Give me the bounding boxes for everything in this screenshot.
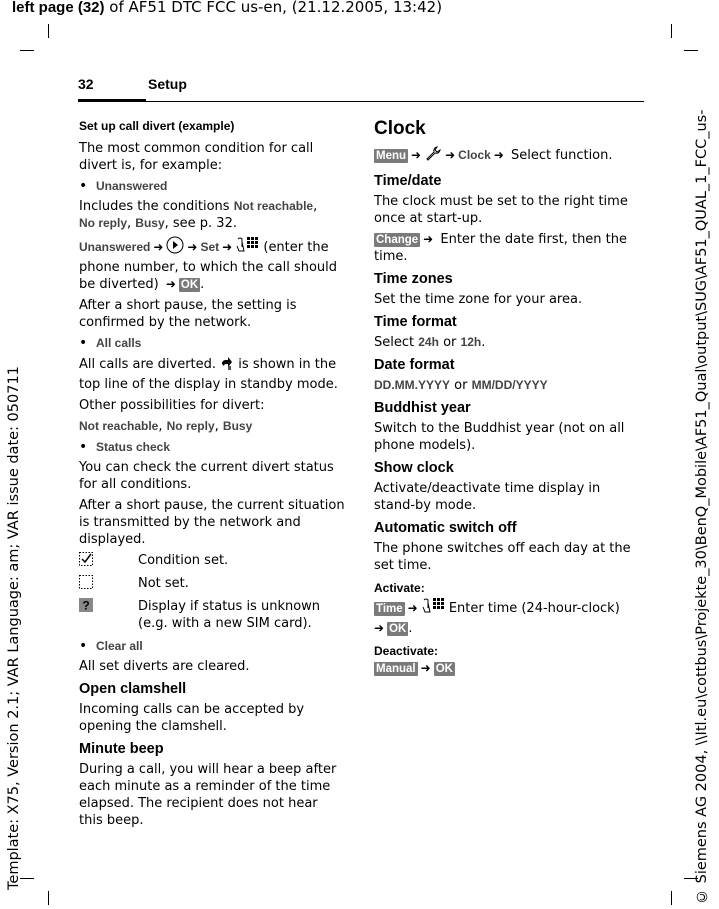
heading-date-format: Date format [374, 357, 455, 373]
step-unanswered: Unanswered ➜ ➜ Set ➜ (enter the phone number, to which the call should be diverted) ➜ OK . [79, 236, 345, 293]
option-unanswered: Unanswered [96, 179, 168, 193]
paragraph-all-calls [79, 355, 345, 393]
paragraph: The phone switches off each day at the set time. [374, 541, 631, 573]
paragraph: Set the time zone for your area. [374, 292, 583, 307]
arrow-icon: ➜ [420, 661, 431, 675]
step-activate: Time ➜ Enter time (24-hour-clock) ➜ OK . [374, 597, 642, 637]
option-busy: Busy [222, 419, 253, 433]
page-number: 32 [78, 76, 94, 92]
crop-mark [20, 878, 34, 879]
ok-key: OK [435, 663, 453, 675]
option-set: Set [200, 240, 220, 254]
arrow-icon: ➜ [187, 240, 198, 254]
bullet-clear-all [79, 638, 345, 655]
print-header-page: left page (32) [12, 0, 105, 16]
settings-icon [424, 146, 442, 167]
text: Enter the date first, then the time. [374, 232, 628, 264]
time-key: Time [376, 603, 403, 615]
page-title: Setup [148, 76, 187, 92]
arrow-icon: ➜ [493, 148, 504, 162]
arrow-icon: ➜ [445, 148, 456, 162]
label-activate: Activate: [374, 581, 425, 595]
status-legend [79, 552, 345, 632]
option-all-calls: All calls [96, 336, 142, 350]
other-options: Not reachable, No reply, Busy [79, 419, 253, 434]
option-no-reply: No reply [166, 419, 215, 433]
heading-time-date: Time/date [374, 173, 442, 189]
paragraph: Switch to the Buddhist year (not on all phone models). [374, 421, 625, 453]
crop-mark [20, 50, 34, 51]
heading-auto-switch-off: Automatic switch off [374, 520, 517, 536]
arrow-icon: ➜ [222, 240, 233, 254]
status-text: Display if status is unknown (e.g. with a new SIM card). [138, 599, 321, 631]
keypad-icon [235, 236, 259, 259]
arrow-icon: ➜ [153, 240, 164, 254]
paragraph: After a short pause, the setting is confirmed by the network. [79, 298, 297, 330]
print-header [12, 0, 442, 16]
text: Enter time (24-hour-clock) [444, 601, 620, 616]
arrow-icon: ➜ [423, 232, 434, 246]
print-header-info: of AF51 DTC FCC us-en, (21.12.2005, 13:42) [104, 0, 443, 16]
option-not-reachable: Not reachable [79, 419, 159, 433]
heading-clock: Clock [374, 118, 426, 139]
paragraph: Other possibilities for divert: [79, 398, 265, 413]
heading-time-format: Time format [374, 314, 457, 330]
paragraph: All set diverts are cleared. [79, 659, 250, 674]
text: or [450, 378, 472, 393]
crop-mark [48, 24, 49, 38]
paragraph: During a call, you will hear a beep after each minute as a reminder of the time elapsed. The recipient does not hear this beep. [79, 762, 337, 828]
heading-open-clamshell: Open clamshell [79, 681, 187, 697]
question-mark-icon [79, 598, 138, 632]
keypad-icon [421, 597, 445, 620]
heading-time-zones: Time zones [374, 271, 453, 287]
divert-icon [220, 355, 234, 376]
nav-right-icon [166, 236, 184, 259]
checkbox-empty-icon [79, 575, 138, 594]
status-row [79, 575, 345, 594]
option-24h: 24h [418, 335, 439, 349]
paragraph-date-format [374, 377, 642, 394]
change-key: Change [376, 234, 419, 246]
ok-key: OK [180, 279, 199, 291]
right-column [374, 118, 642, 681]
text: or [438, 335, 461, 350]
arrow-icon: ➜ [374, 621, 385, 635]
paragraph: The clock must be set to the right time once at start-up. [374, 194, 628, 226]
header-rule-accent [78, 99, 146, 102]
svg-text:?: ? [82, 598, 90, 612]
status-row [79, 598, 345, 632]
template-info: Template: X75, Version 2.1; VAR Language: am; VAR issue date: 050711 [6, 366, 22, 890]
paragraph: Activate/deactivate time display in stand-by mode. [374, 481, 601, 513]
option-busy: Busy [135, 216, 165, 230]
option-clear-all: Clear all [96, 639, 143, 653]
bullet-unanswered [79, 178, 345, 195]
step-deactivate [374, 660, 642, 677]
text: All calls are diverted. [79, 357, 221, 372]
checkbox-checked-icon [79, 552, 138, 571]
manual-key: Manual [376, 663, 416, 675]
option-12h: 12h [460, 335, 482, 349]
status-text: Condition set. [138, 553, 229, 568]
header-rule [78, 101, 644, 102]
paragraph: After a short pause, the current situation is transmitted by the network and displayed. [79, 498, 345, 547]
arrow-icon: ➜ [411, 148, 422, 162]
menu-key: Menu [376, 150, 407, 162]
crop-mark [671, 24, 672, 38]
heading-minute-beep: Minute beep [79, 741, 164, 757]
option-status-check: Status check [96, 440, 171, 454]
bullet-status-check [79, 439, 345, 456]
label-deactivate: Deactivate: [374, 644, 439, 658]
option-mdy: MM/DD/YYYY [471, 378, 548, 392]
paragraph-includes: Includes the conditions Not reachable, No reply, Busy, see p. 32. [79, 199, 318, 231]
paragraph: You can check the current divert status for all conditions. [79, 460, 334, 492]
copyright-info: © Siemens AG 2004, \\Itl.eu\cottbus\Projekte_30\BenQ_Mobile\AF51_Qual\output\SUG\AF51_QUAL_1_FCC_us- [694, 109, 710, 904]
crop-mark [684, 50, 698, 51]
heading-call-divert: Set up call divert (example) [79, 119, 235, 133]
ok-key: OK [389, 623, 407, 635]
text: Includes the conditions [79, 199, 234, 214]
text: Select function. [506, 148, 613, 163]
option-not-reachable: Not reachable [233, 199, 314, 213]
left-column [79, 118, 345, 833]
text: (enter the phone number, to which the call should be diverted) [79, 240, 338, 292]
bullet-all-calls [79, 335, 345, 352]
nav-path [374, 146, 642, 167]
option-dmy: DD.MM.YYYY [374, 378, 451, 392]
text: Select [374, 335, 419, 350]
arrow-icon: ➜ [407, 601, 418, 615]
status-row [79, 552, 345, 571]
heading-show-clock: Show clock [374, 460, 454, 476]
text: , see p. 32. [164, 216, 237, 231]
text: is shown in the top line of the display in standby mode. [79, 357, 338, 392]
arrow-icon: ➜ [165, 277, 176, 291]
option-unanswered: Unanswered [79, 240, 151, 254]
status-text: Not set. [138, 576, 189, 591]
step-change [374, 231, 642, 265]
crop-mark [671, 891, 672, 905]
paragraph-time-format [374, 334, 642, 351]
crop-mark [48, 891, 49, 905]
heading-buddhist-year: Buddhist year [374, 400, 471, 416]
option-no-reply: No reply [79, 216, 128, 230]
text: . [481, 335, 486, 350]
option-clock: Clock [458, 148, 491, 162]
paragraph: The most common condition for call divert is, for example: [79, 141, 314, 173]
paragraph: Incoming calls can be accepted by opening the clamshell. [79, 702, 305, 734]
